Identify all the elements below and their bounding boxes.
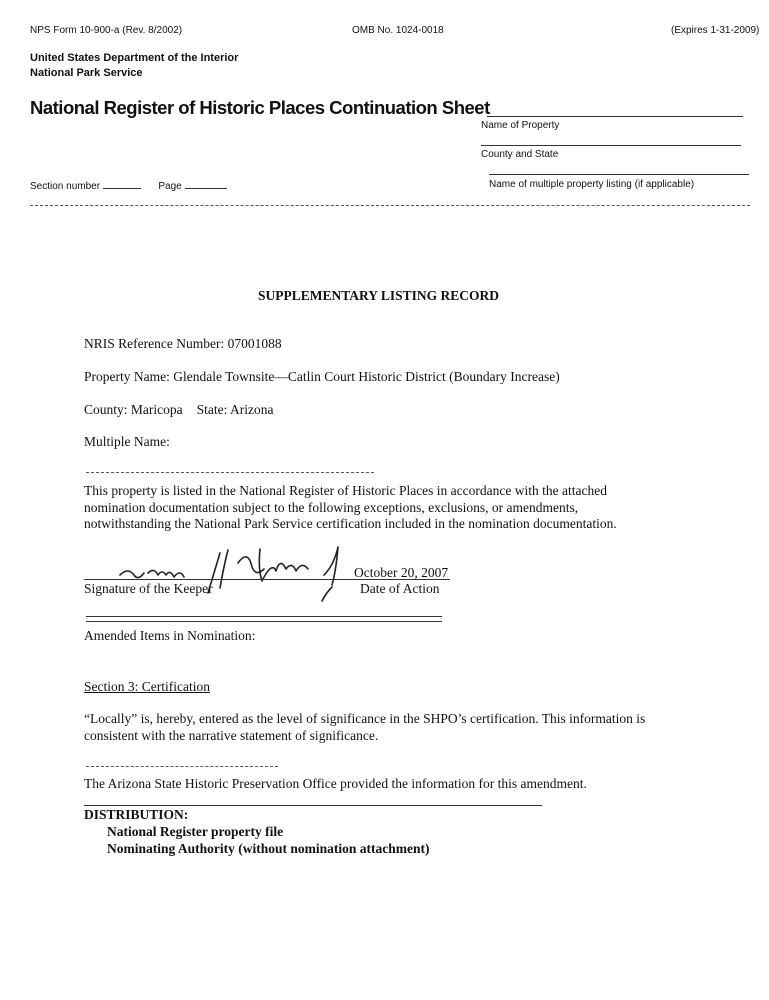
certification-line: “Locally” is, hereby, entered as the level of significance in the SHPO’s certification. This information is [84,711,646,726]
certification-line: consistent with the narrative statement of significance. [84,727,379,743]
name-of-property-line [487,116,743,117]
omb-number: OMB No. 1024-0018 [352,25,444,36]
multiple-listing-line [489,174,749,175]
statement-line: nomination documentation subject to the following exceptions, exclusions, or amendments, [84,499,579,515]
amended-divider-2 [86,621,442,622]
multiple-listing-label: Name of multiple property listing (if applicable) [489,179,695,190]
shpo-divider [86,766,278,767]
nris-reference: NRIS Reference Number: 07001088 [84,336,282,351]
county: County: Maricopa [84,402,183,417]
property-name: Property Name: Glendale Townsite—Catlin Court Historic District (Boundary Increase) [84,369,560,384]
section-heading: Section 3: Certification [84,679,210,694]
statement-divider [86,472,374,473]
record-heading: SUPPLEMENTARY LISTING RECORD [258,288,500,303]
county-state [84,402,273,418]
county-state-line [481,145,741,146]
date-of-action-value: October 20, 2007 [354,565,449,580]
multiple-name: Multiple Name: [84,434,170,449]
name-of-property-label: Name of Property [481,120,560,131]
page-blank [185,179,227,189]
state: State: Arizona [196,402,274,417]
distribution-item: National Register property file [107,824,284,839]
distribution-item: Nominating Authority (without nomination attachment) [107,841,430,856]
amended-divider [86,616,442,617]
shpo-note: The Arizona State Historic Preservation Office provided the information for this amendment. [84,776,587,791]
county-state-label: County and State [481,149,559,160]
date-of-action-label: Date of Action [360,581,440,596]
statement-line: notwithstanding the National Park Service certification included in the nomination documentation. [84,516,617,531]
section-number-blank [103,179,141,189]
listing-statement [84,483,617,533]
sheet-title: National Register of Historic Places Continuation Sheet [30,97,490,118]
certification-statement [84,711,645,744]
department-name: United States Department of the Interior [30,52,239,64]
signature-label: Signature of the Keeper [84,581,213,596]
statement-line: This property is listed in the National Register of Historic Places in accordance with the attached [84,483,607,498]
section-number-field [30,179,227,192]
page-label: Page [158,181,182,192]
service-name: National Park Service [30,67,143,79]
distribution-divider [84,805,542,806]
amended-items-label: Amended Items in Nomination: [84,628,256,643]
form-number: NPS Form 10-900-a (Rev. 8/2002) [30,25,183,36]
distribution-heading: DISTRIBUTION: [84,807,189,822]
expiration-date: (Expires 1-31-2009) [671,25,760,36]
section-number-label: Section number [30,181,101,192]
header-divider [30,205,750,206]
